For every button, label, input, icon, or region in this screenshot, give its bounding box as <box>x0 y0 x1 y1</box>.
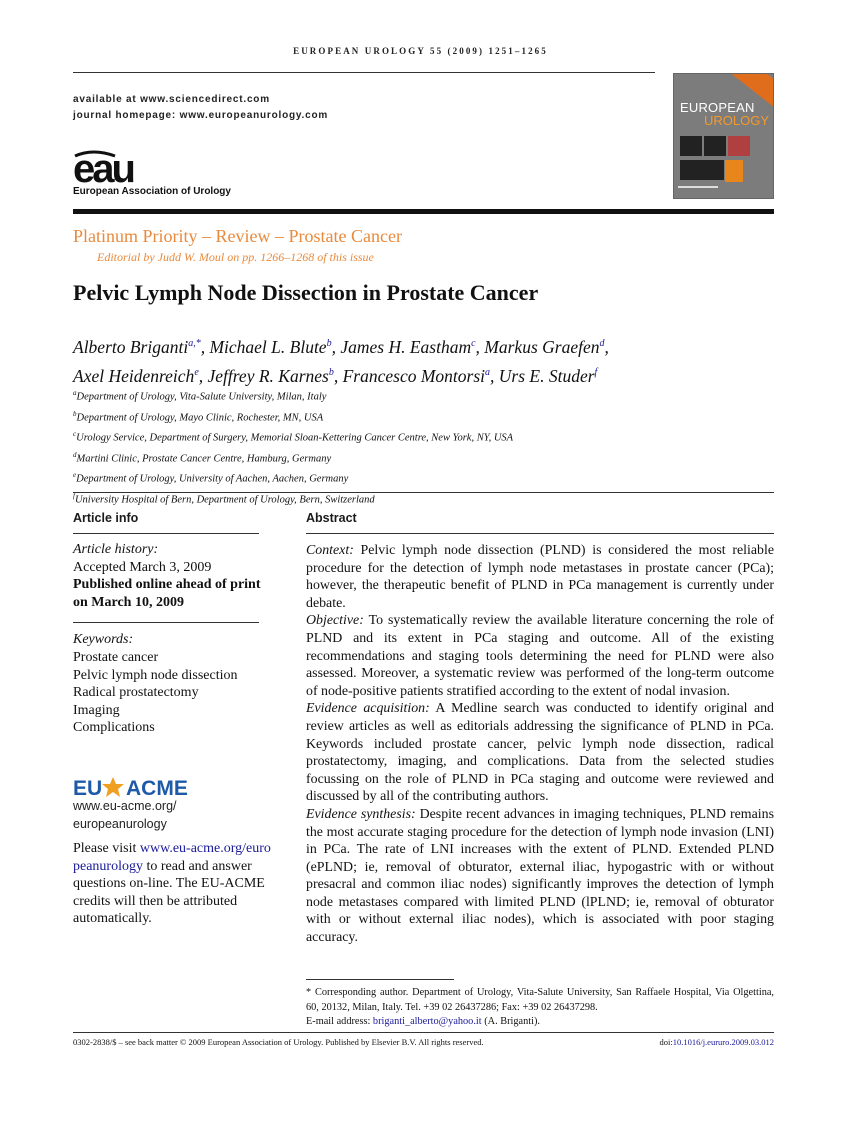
abstract-section: Evidence synthesis: Despite recent advances in imaging techniques, PLND remains the most accurate staging procedure for the detection of lymph node invasion (LNI) in PCa. The rate of LNI increases with the extent of PLND. Extended PLND (ePLND; ie, removal of obturator, external iliac, hypogastric with or without presacral and common iliac nodes) significantly improves the detection of lymph node metastases compared with limited PLND (lPLND; ie, removal of obturator with or without external iliac nodes), which is associated with poor staging accuracy. <box>306 806 774 946</box>
affiliation: $^a$Department of Urology, Vita-Salute University, Milan, Italy <box>73 389 327 403</box>
acme-visit-text: Please visit www.eu-acme.org/europeanurology to read and answer questions on-line. The EU-ACME credits will then be attributed automatically. <box>73 841 271 927</box>
author: Markus Graefen$^d$, <box>484 336 609 357</box>
eu-acme-logo <box>73 776 213 798</box>
copyright-line: 0302-2838/$ – see back matter © 2009 European Association of Urology. Published by Elsevier B.V. All rights reserved. <box>73 1037 484 1047</box>
affiliation: $^c$Urology Service, Department of Surgery, Memorial Sloan-Kettering Cancer Centre, New York, NY, USA <box>73 430 514 444</box>
keyword: Radical prostatectomy <box>73 685 199 701</box>
article-category: Platinum Priority – Review – Prostate Cancer <box>73 226 402 246</box>
society-name: European Association of Urology <box>73 186 231 197</box>
published-date: Published online ahead of print on March 10, 2009 <box>73 577 261 610</box>
abstract-section: Objective: To systematically review the available literature concerning the role of PLND and its extent in PCa staging and outcome. All of the existing recommendations and staging tools determining the need for PLND were also assessed. Moreover, a systematic review was performed of the long-term outcome of node-positive patients stratified according to the extent of nodal invasion. <box>306 613 774 699</box>
abstract-rule <box>306 533 774 534</box>
cover-orange-block <box>725 160 743 182</box>
homepage-line: journal homepage: www.europeanurology.com <box>73 110 329 121</box>
author-email-link[interactable]: briganti_alberto@yahoo.it <box>372 1016 482 1027</box>
abstract-heading: Abstract <box>306 511 357 525</box>
section-rule <box>73 492 774 493</box>
author: Jeffrey R. Karnes$^b$, <box>207 365 343 386</box>
affiliations <box>73 385 513 508</box>
cover-image-tile <box>680 160 702 180</box>
author-list <box>73 331 774 389</box>
accepted-date: Accepted March 3, 2009 <box>73 559 212 575</box>
keyword: Imaging <box>73 702 120 718</box>
footnote-rule <box>306 979 454 980</box>
acme-link[interactable]: www.eu-acme.org/europeanurology <box>73 841 271 874</box>
doi-link[interactable]: 10.1016/j.eururo.2009.03.012 <box>672 1037 774 1047</box>
history-label: Article history: <box>73 542 159 557</box>
affiliation: $^e$Department of Urology, University of Aachen, Aachen, Germany <box>73 471 349 485</box>
star-icon <box>102 777 124 797</box>
keyword: Pelvic lymph node dissection <box>73 667 238 683</box>
footer-rule <box>73 1032 774 1033</box>
article-title: Pelvic Lymph Node Dissection in Prostate Cancer <box>73 280 539 305</box>
affiliation: $^d$Martini Clinic, Prostate Cancer Centre, Hamburg, Germany <box>73 450 332 464</box>
article-info-rule <box>73 533 259 534</box>
doi-line: doi:10.1016/j.eururo.2009.03.012 <box>659 1037 774 1047</box>
author: Alberto Briganti$^{a,*}$, <box>73 336 210 357</box>
abstract-section: Evidence acquisition: A Medline search was conducted to identify original and review articles as well as editorials addressing the significance of PLND in PCa. Keywords included prostate cancer, pelvic lymph node dissection, radical prostatectomy, imaging, and complications. Data from the selected studies focussing on the role of PLND in PCa staging and outcome were reviewed and discussed by all of the contributing authors. <box>306 701 774 805</box>
author: Michael L. Blute$^b$, <box>209 336 341 357</box>
top-rule <box>73 72 655 73</box>
author: Francesco Montorsi$^a$, <box>342 365 499 386</box>
journal-header: EUROPEAN UROLOGY 55 (2009) 1251–1265 <box>293 46 548 56</box>
cover-image-tile <box>704 136 726 156</box>
available-line: available at www.sciencedirect.com <box>73 94 270 105</box>
cover-title-line2: UROLOGY <box>704 113 770 128</box>
cover-text-line <box>678 186 718 188</box>
journal-cover-image <box>673 73 774 199</box>
affiliation: $^b$Department of Urology, Mayo Clinic, Rochester, MN, USA <box>73 409 324 423</box>
author: Urs E. Studer$^f$ <box>498 365 598 386</box>
eau-logo-text: eau <box>73 150 133 188</box>
cover-image-tile <box>680 136 702 156</box>
abstract-body <box>306 542 774 947</box>
cover-title-line1: EUROPEAN <box>680 100 755 115</box>
corresponding-author-footnote: * Corresponding author. Department of Urology, Vita-Salute University, San Raffaele Hospital, Via Olgettina, 60, 20132, Milan, Italy. Tel. +39 02 26437286; Fax: +39 02 26437298. E-mail address: briganti_alberto@yahoo.it (A. Briganti). <box>306 987 774 1027</box>
keyword: Complications <box>73 720 155 736</box>
article-info-column <box>73 541 273 737</box>
author: Axel Heidenreich$^e$, <box>73 365 208 386</box>
keyword: Prostate cancer <box>73 649 159 665</box>
keywords-label: Keywords: <box>73 632 134 648</box>
abstract-section: Context: Pelvic lymph node dissection (PLND) is considered the most reliable procedure for the detection of lymph node metastases in prostate cancer (PCa); however, the therapeutic benefit of PLND in PCa management is currently under debate. <box>306 543 774 611</box>
cover-image-tile <box>702 160 724 180</box>
article-info-separator <box>73 622 259 623</box>
header-thick-rule <box>73 209 774 214</box>
acme-url: www.eu-acme.org/ europeanurology <box>73 799 177 831</box>
article-info-heading: Article info <box>73 511 139 525</box>
author: James H. Eastham$^c$, <box>340 336 485 357</box>
affiliation: $^f$University Hospital of Bern, Department of Urology, Bern, Switzerland <box>73 491 375 505</box>
availability-block <box>73 92 328 124</box>
acme-logo-eu: EU <box>73 777 103 798</box>
editorial-note: Editorial by Judd W. Moul on pp. 1266–1268 of this issue <box>97 250 374 264</box>
acme-logo-acme: ACME <box>126 777 188 798</box>
eau-logo <box>73 150 163 188</box>
cover-image-tile <box>728 136 750 156</box>
